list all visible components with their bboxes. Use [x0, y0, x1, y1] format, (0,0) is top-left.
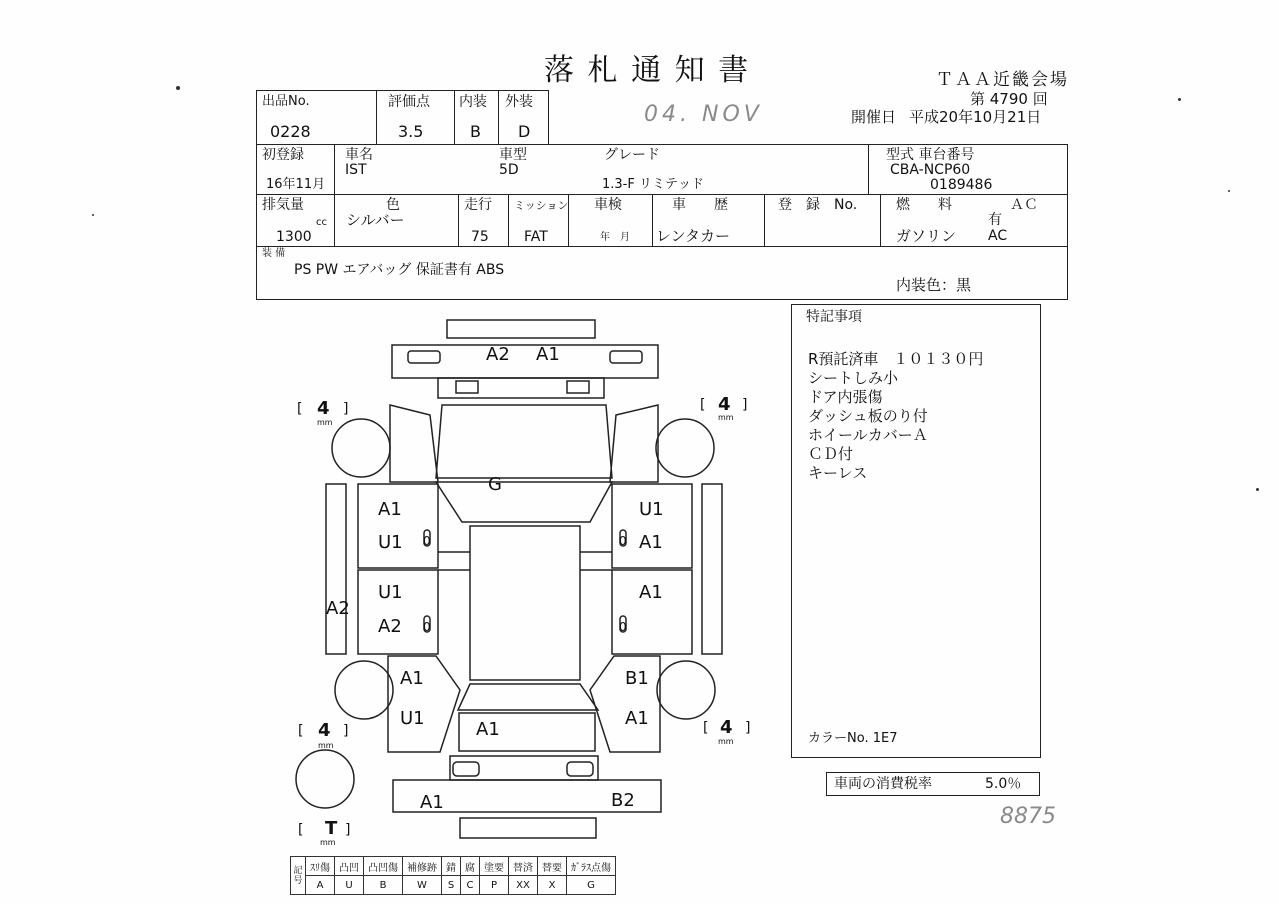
displacement-unit: cc — [316, 217, 327, 228]
legend-code: C — [461, 876, 480, 895]
date-label: 開催日 — [851, 108, 897, 126]
car-damage-diagram — [290, 310, 760, 850]
document-title: 落 札 通 知 書 — [544, 53, 751, 88]
model-code-value: CBA-NCP60 — [890, 162, 971, 178]
interior-color: 内装色：黒 — [896, 276, 972, 294]
damage-code-legend — [290, 856, 616, 895]
tread-unit: mm — [317, 418, 333, 427]
scan-speck — [1228, 190, 1230, 192]
svg-text:[: [ — [703, 720, 709, 736]
chassis-number-value: 0189486 — [930, 177, 993, 193]
note-line: ダッシュ板のり付 — [808, 407, 928, 425]
legend-header: 腐 — [461, 857, 480, 876]
door-mark: 0 — [423, 534, 431, 548]
exterior-grade-label: 外装 — [505, 94, 533, 110]
color-number: カラーNo. 1E7 — [808, 731, 898, 746]
inspection-label: 車検 — [594, 197, 622, 213]
mileage-label: 走行 — [464, 197, 492, 213]
lot-number-label: 出品No. — [262, 94, 310, 109]
tread-spare: T — [325, 818, 338, 839]
door-mark: 0 — [619, 534, 627, 548]
legend-side-label: 記号 — [291, 857, 306, 895]
scan-speck — [1256, 488, 1259, 491]
legend-code: W — [403, 876, 442, 895]
ac-value-type: AC — [988, 228, 1008, 244]
note-line: R預託済車 １０１３０円 — [808, 350, 984, 368]
left-rear-door-code-2: A2 — [378, 616, 402, 637]
legend-code: X — [538, 876, 567, 895]
legend-header: 塗要 — [480, 857, 509, 876]
fuel-value: ガソリン — [896, 227, 957, 245]
left-side-code: A2 — [326, 598, 350, 619]
scan-speck — [1178, 98, 1181, 101]
hood-code: G — [488, 474, 502, 495]
tread-unit: mm — [718, 737, 734, 746]
tread-rear-left: 4 — [318, 720, 331, 741]
legend-code: P — [480, 876, 509, 895]
svg-text:]: ] — [343, 401, 349, 417]
car-name-value: IST — [345, 162, 367, 178]
grade-value: 1.3-F リミテッド — [602, 177, 704, 192]
tax-label: 車両の消費税率 — [834, 776, 932, 792]
registration-number-label: 登 録 No. — [778, 197, 858, 213]
fuel-label: 燃 料 — [896, 197, 952, 213]
exterior-grade-value: D — [518, 122, 531, 141]
svg-text:]: ] — [345, 822, 351, 838]
tax-value: 5.0％ — [985, 776, 1022, 792]
grade-label: グレード — [604, 147, 660, 163]
svg-text:[: [ — [297, 401, 303, 417]
note-line: キーレス — [808, 464, 868, 482]
rear-bumper-code-1: A1 — [420, 792, 444, 813]
left-rear-quarter-code: A1 — [400, 668, 424, 689]
trunk-code: A1 — [476, 719, 500, 740]
ac-label: ＡＣ — [1010, 197, 1038, 213]
legend-header: ｶﾞﾗｽ点傷 — [567, 857, 616, 876]
svg-text:]: ] — [745, 720, 751, 736]
legend-code: G — [567, 876, 616, 895]
front-bumper-code-1: A2 — [486, 344, 510, 365]
equipment-label: 装 備 — [262, 248, 286, 259]
tread-front-right: 4 — [718, 394, 731, 415]
svg-text:[: [ — [700, 397, 706, 413]
note-line: ＣＤ付 — [808, 445, 854, 463]
scan-speck — [176, 86, 180, 90]
first-registration-label: 初登録 — [262, 147, 304, 163]
displacement-value: 1300 — [276, 229, 312, 245]
displacement-label: 排気量 — [262, 197, 304, 213]
svg-text:]: ] — [742, 397, 748, 413]
right-rear-quarter-code: B1 — [625, 668, 649, 689]
tread-rear-right: 4 — [720, 717, 733, 738]
model-chassis-label: 型式 車台番号 — [886, 147, 975, 163]
legend-code: B — [364, 876, 403, 895]
venue-name: ＴＡＡ近畿会場 — [936, 70, 1069, 90]
history-label: 車 歴 — [672, 197, 728, 213]
legend-header: 替要 — [538, 857, 567, 876]
note-line: ドア内張傷 — [808, 388, 883, 406]
note-line: シートしみ小 — [808, 369, 899, 387]
left-front-door-code-2: U1 — [378, 532, 403, 553]
body-type-label: 車型 — [499, 147, 527, 163]
legend-code: S — [442, 876, 461, 895]
left-rear-sill-code: U1 — [400, 708, 425, 729]
right-front-door-code-2: A1 — [639, 532, 663, 553]
tread-unit: mm — [318, 741, 334, 750]
color-label: 色 — [386, 197, 400, 213]
interior-grade-label: 内装 — [459, 94, 487, 110]
legend-code: U — [335, 876, 364, 895]
note-line: ホイールカバーＡ — [808, 426, 928, 444]
left-front-door-code-1: A1 — [378, 499, 402, 520]
tread-front-left: 4 — [317, 398, 330, 419]
first-registration-value: 16年11月 — [266, 177, 326, 192]
interior-grade-value: B — [470, 122, 481, 141]
right-rear-door-code: A1 — [639, 582, 663, 603]
door-mark: 0 — [423, 620, 431, 634]
legend-header: 替済 — [509, 857, 538, 876]
scan-speck — [92, 214, 94, 216]
inspection-value: 年 月 — [600, 232, 630, 243]
score-label: 評価点 — [388, 94, 430, 110]
equipment-value: PS PW エアバッグ 保証書有 ABS — [294, 262, 505, 278]
legend-header: 補修跡 — [403, 857, 442, 876]
svg-text:[: [ — [298, 723, 304, 739]
ac-value-present: 有 — [988, 212, 1002, 228]
body-type-value: 5D — [499, 162, 519, 178]
right-front-door-code-1: U1 — [639, 499, 664, 520]
history-value: レンタカー — [656, 227, 731, 245]
door-mark: 0 — [619, 620, 627, 634]
lot-number-value: 0228 — [270, 122, 311, 141]
legend-header: 錆 — [442, 857, 461, 876]
car-name-label: 車名 — [345, 147, 373, 163]
date-value: 平成20年10月21日 — [909, 108, 1042, 126]
left-rear-door-code-1: U1 — [378, 582, 403, 603]
tread-unit: mm — [718, 413, 734, 422]
mileage-value: 75 — [471, 229, 489, 245]
right-rear-sill-code: A1 — [625, 708, 649, 729]
legend-header: 凸凹傷 — [364, 857, 403, 876]
svg-text:]: ] — [343, 723, 349, 739]
handwritten-number: 8875 — [1000, 804, 1056, 829]
special-notes-title: 特記事項 — [806, 309, 862, 325]
score-value: 3.5 — [398, 122, 424, 141]
svg-text:[: [ — [298, 822, 304, 838]
tread-unit: mm — [320, 838, 336, 847]
legend-header: ｽﾘ傷 — [306, 857, 335, 876]
handwritten-date: 04. NOV — [644, 102, 763, 127]
transmission-label: ミッション — [514, 199, 569, 212]
special-notes-list — [808, 350, 983, 483]
legend-header: 凸凹 — [335, 857, 364, 876]
front-bumper-code-2: A1 — [536, 344, 560, 365]
color-value: シルバー — [346, 211, 405, 229]
rear-bumper-code-2: B2 — [611, 790, 635, 811]
legend-code: XX — [509, 876, 538, 895]
session-number: 第 4790 回 — [970, 90, 1048, 108]
legend-code: A — [306, 876, 335, 895]
transmission-value: FAT — [524, 229, 548, 245]
